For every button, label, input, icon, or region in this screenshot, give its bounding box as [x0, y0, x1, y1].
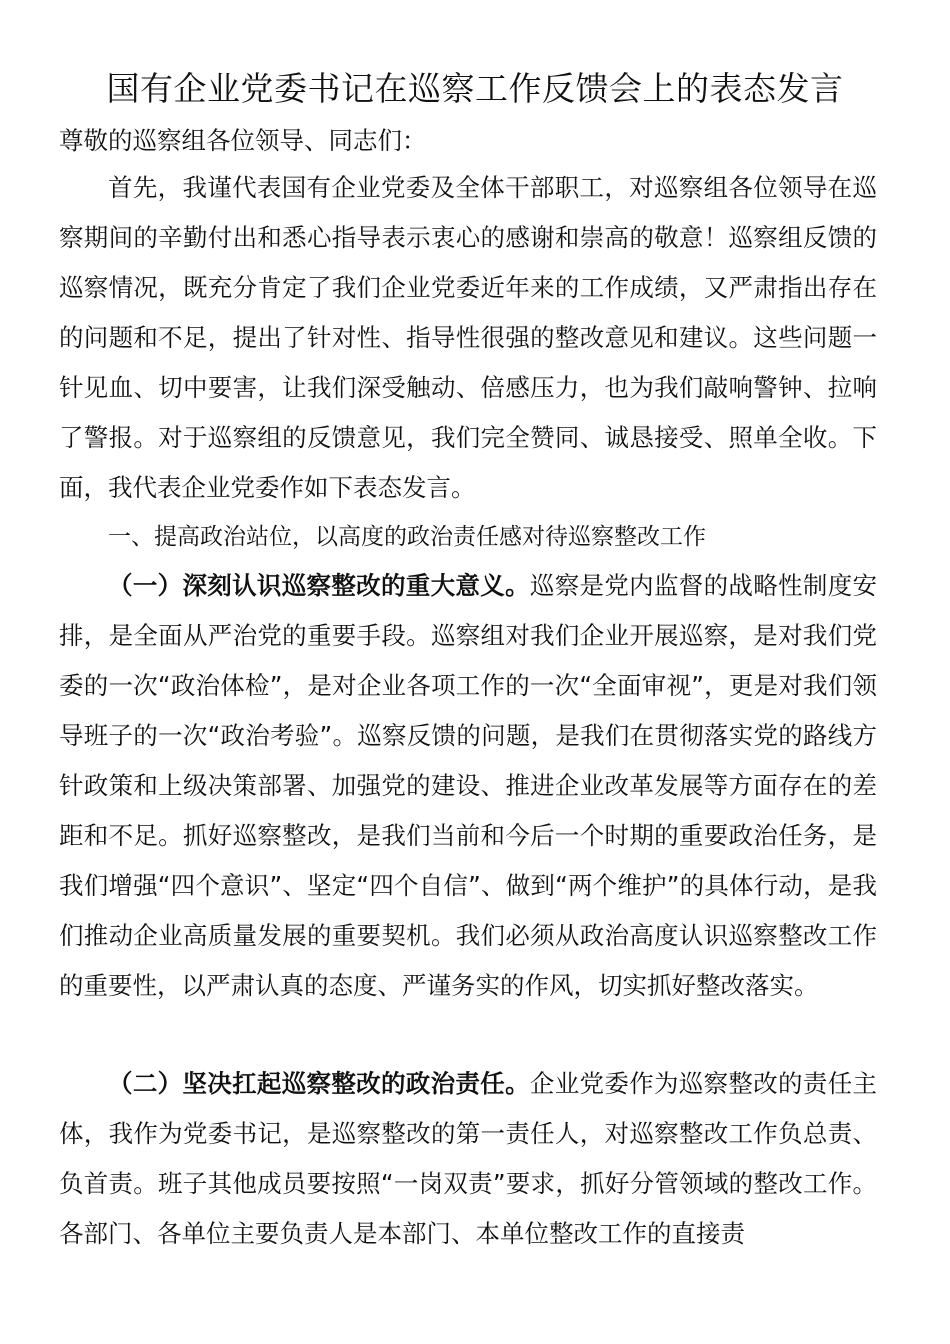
document-title: 国有企业党委书记在巡察工作反馈会上的表态发言 — [106, 69, 844, 108]
paragraph-opening: 首先，我谨代表国有企业党委及全体干部职工，对巡察组各位领导在巡察期间的辛勤付出和悉心指导表示衷心的感谢和崇高的敬意！巡察组反馈的巡察情况，既充分肯定了我们企业党委近年来的工作成绩，又严肃指出存在的问题和不足，提出了针对性、指导性很强的整改意见和建议。这些问题一针见血、切中要害，让我们深受触动、倍感压力，也为我们敲响警钟、拉响了警报。对于巡察组的反馈意见，我们完全赞同、诚恳接受、照单全收。下面，我代表企业党委作如下表态发言。 — [59, 173, 877, 502]
section-heading-1: 一、提高政治站位，以高度的政治责任感对待巡察整改工作 — [108, 524, 706, 550]
subsection-2-body: 企业党委作为巡察整改的责任主体，我作为党委书记，是巡察整改的第一责任人，对巡察整改工作负总责、负首责。班子其他成员要按照“一岗双责”要求，抓好分管领域的整改工作。各部门、各单位主要负责人是本部门、本单位整改工作的直接责 — [59, 1069, 878, 1248]
subsection-1-heading: （一）深刻认识巡察整改的重大意义。 — [108, 571, 530, 600]
subsection-1-body: 巡察是党内监督的战略性制度安排，是全面从严治党的重要手段。巡察组对我们企业开展巡察，是对我们党委的一次“政治体检”，是对企业各项工作的一次“全面审视”，更是对我们领导班子的一次“政治考验”。巡察反馈的问题，是我们在贯彻落实党的路线方针政策和上级决策部署、加强党的建设、推进企业改革发展等方面存在的差距和不足。抓好巡察整改，是我们当前和今后一个时期的重要政治任务，是我们增强“四个意识”、坚定“四个自信”、做到“两个维护”的具体行动，是我们推动企业高质量发展的重要契机。我们必须从政治高度认识巡察整改工作的重要性，以严肃认真的态度、严谨务实的作风，切实抓好整改落实。 — [59, 571, 878, 1000]
paragraph-subsection-1 — [59, 561, 877, 1011]
paragraph-subsection-2 — [59, 1059, 877, 1259]
salutation: 尊敬的巡察组各位领导、同志们： — [59, 126, 427, 155]
subsection-2-heading: （二）坚决扛起巡察整改的政治责任。 — [108, 1069, 530, 1098]
